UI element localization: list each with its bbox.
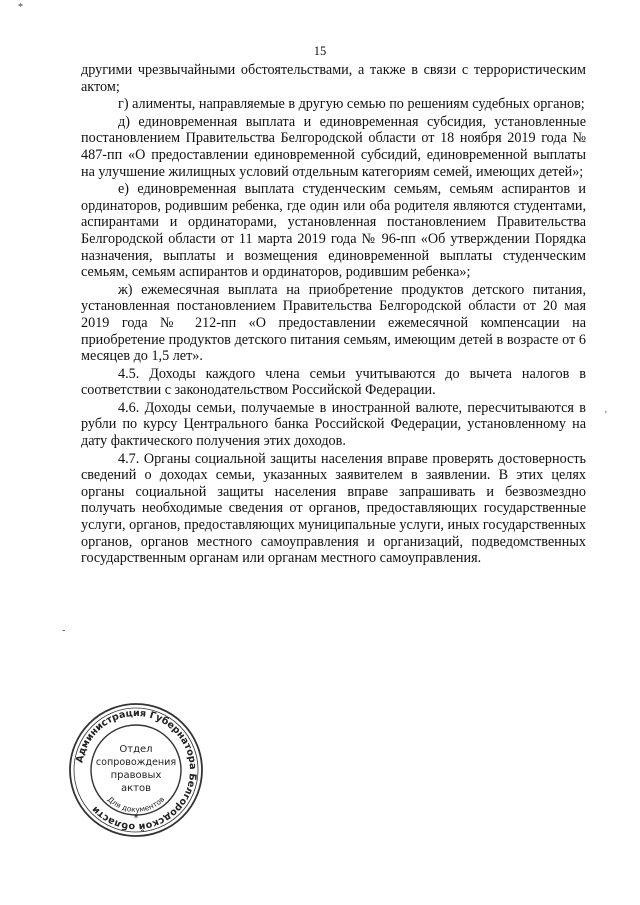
svg-text:Для документов: [106, 795, 166, 814]
official-stamp: [66, 700, 206, 840]
paragraph: ж) ежемесячная выплата на приобретение продуктов детского питания, установленная постановлением Правительства Белгородской области от 20 мая 2019 года № 212-пп «О предоставлении ежемесячной компенсации на приобретение продуктов детского питания семьям, имеющим детей в возрасте от 6 месяцев до 1,5 лет».: [81, 281, 586, 365]
stamp-ring-text: Администрация Губернатора Белгородской области: [74, 707, 199, 833]
paragraph: е) единовременная выплата студенческим семьям, семьям аспирантов и ординаторов, родившим ребенка, где один или оба родителя являются студентами, аспирантами и ординаторами, установленная постановлением Правительства Белгородской области от 11 марта 2019 года № 96-пп «Об утверждении Порядка назначения, выплаты и возмещения единовременной выплаты студенческим семьям, семьям аспирантов и ординаторов, родившим ребенка»;: [81, 181, 586, 281]
stamp-line: Отдел: [119, 744, 153, 755]
stamp-seal-icon: [66, 700, 206, 840]
stamp-line: правовых: [110, 770, 162, 781]
paragraph: 4.7. Органы социальной защиты населения вправе проверять достоверность сведений о доходах семьи, указанных заявителем в заявлении. В этих целях органы социальной защиты населения вправе запрашивать и безвозмездно получать необходимые сведения от органов, предоставляющих государственные услуги, органов, предоставляющих муниципальные услуги, иных государственных органов, органов местного самоуправления и организаций, подведомственных государственным органам или органам местного самоуправления.: [81, 450, 586, 567]
stamp-bottom-text: Для документов: [105, 794, 167, 815]
scan-mark: ': [605, 410, 607, 421]
stamp-line: актов: [120, 783, 152, 794]
stamp-line: сопровождения: [95, 757, 177, 768]
scan-mark: *: [18, 2, 23, 13]
paragraph: 4.6. Доходы семьи, получаемые в иностранной валюте, пересчитываются в рубли по курсу Центрального банка Российской Федерации, установленному на дату фактического получения этих доходов.: [81, 399, 586, 450]
stamp-star: *: [133, 813, 139, 824]
scan-mark: -: [62, 625, 66, 636]
paragraph: другими чрезвычайными обстоятельствами, а также в связи с террористическим актом;: [81, 62, 586, 95]
paragraph: д) единовременная выплата и единовременная субсидия, установленные постановлением Правительства Белгородской области от 18 ноября 2019 года № 487-пп «О предоставлении единовременной субсидий, единовременной выплаты на улучшение жилищных условий отдельным категориям семей, имеющих детей»;: [81, 113, 586, 180]
page-number: 15: [313, 44, 327, 58]
paragraph: г) алименты, направляемые в другую семью по решениям судебных органов;: [118, 96, 585, 113]
document-body: [81, 62, 586, 567]
paragraph: 4.5. Доходы каждого члена семьи учитываются до вычета налогов в соответствии с законодательством Российской Федерации.: [81, 365, 586, 399]
